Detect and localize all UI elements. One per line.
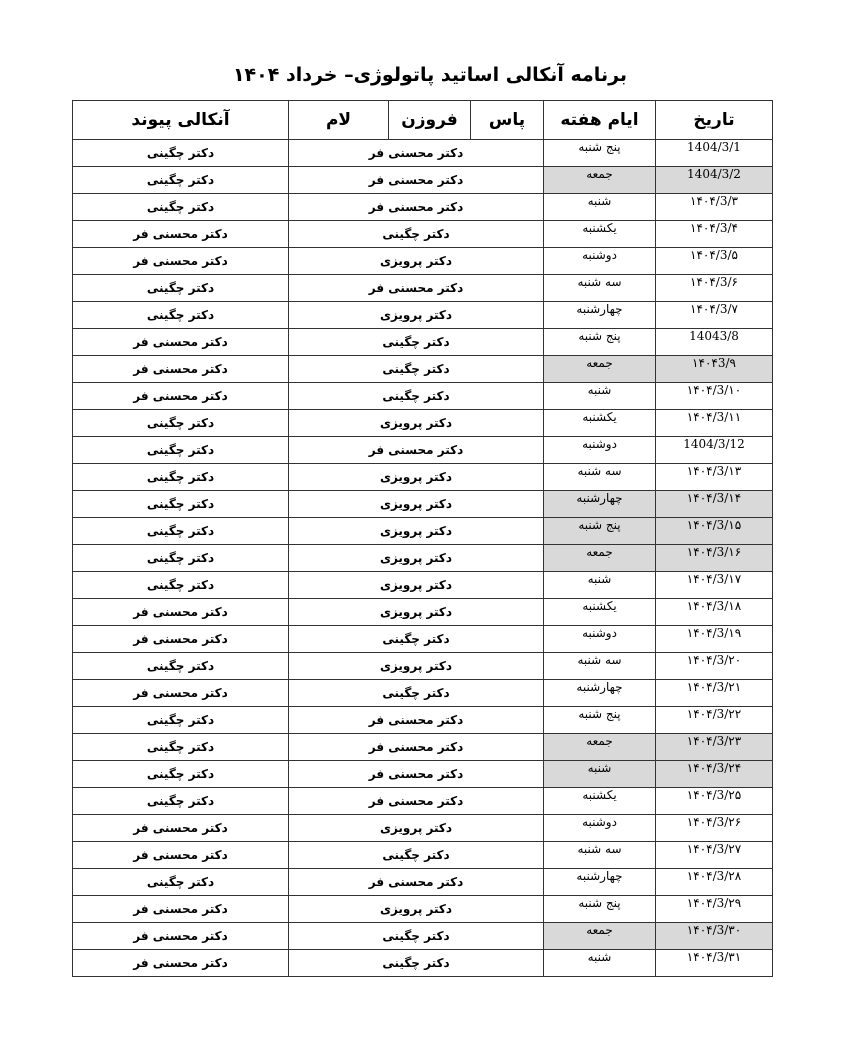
- on-call-professor-cell: دکتر محسنی فر: [289, 734, 544, 761]
- weekday-cell: دوشنبه: [544, 626, 656, 653]
- weekday-cell: پنج شنبه: [544, 518, 656, 545]
- transplant-on-call-cell: دکتر محسنی فر: [73, 221, 289, 248]
- header-lam: لام: [289, 101, 389, 140]
- transplant-on-call-cell: دکتر محسنی فر: [73, 248, 289, 275]
- weekday-cell: چهارشنبه: [544, 302, 656, 329]
- on-call-professor-cell: دکتر پرویزی: [289, 896, 544, 923]
- on-call-professor-cell: دکتر چگینی: [289, 842, 544, 869]
- weekday-cell: جمعه: [544, 545, 656, 572]
- table-row: [73, 788, 773, 815]
- date-cell: ۱۴۰۴/3/۵: [656, 248, 773, 275]
- transplant-on-call-cell: دکتر محسنی فر: [73, 626, 289, 653]
- table-row: [73, 383, 773, 410]
- header-day: ایام هفته: [544, 101, 656, 140]
- on-call-professor-cell: دکتر چگینی: [289, 950, 544, 977]
- weekday-cell: یکشنبه: [544, 788, 656, 815]
- table-row: [73, 248, 773, 275]
- table-row: [73, 869, 773, 896]
- weekday-cell: پنج شنبه: [544, 329, 656, 356]
- weekday-cell: سه شنبه: [544, 653, 656, 680]
- on-call-professor-cell: دکتر پرویزی: [289, 545, 544, 572]
- table-row: [73, 302, 773, 329]
- on-call-professor-cell: دکتر محسنی فر: [289, 140, 544, 167]
- date-cell: ۱۴۰۴/3/۳۰: [656, 923, 773, 950]
- date-cell: 1404/3/1: [656, 140, 773, 167]
- weekday-cell: شنبه: [544, 194, 656, 221]
- table-row: [73, 815, 773, 842]
- on-call-professor-cell: دکتر چگینی: [289, 329, 544, 356]
- on-call-professor-cell: دکتر چگینی: [289, 626, 544, 653]
- header-foruzan: فروزن: [389, 101, 471, 140]
- weekday-cell: چهارشنبه: [544, 491, 656, 518]
- table-row: [73, 923, 773, 950]
- transplant-on-call-cell: دکتر چگینی: [73, 518, 289, 545]
- table-row: [73, 464, 773, 491]
- table-row: [73, 275, 773, 302]
- transplant-on-call-cell: دکتر چگینی: [73, 464, 289, 491]
- date-cell: 1404/3/12: [656, 437, 773, 464]
- date-cell: ۱۴۰۴/3/۲۹: [656, 896, 773, 923]
- date-cell: ۱۴۰۴/3/۱۴: [656, 491, 773, 518]
- transplant-on-call-cell: دکتر چگینی: [73, 167, 289, 194]
- transplant-on-call-cell: دکتر محسنی فر: [73, 356, 289, 383]
- table-row: [73, 950, 773, 977]
- header-row: [73, 101, 773, 140]
- transplant-on-call-cell: دکتر چگینی: [73, 437, 289, 464]
- on-call-professor-cell: دکتر پرویزی: [289, 491, 544, 518]
- on-call-professor-cell: دکتر چگینی: [289, 221, 544, 248]
- table-row: [73, 734, 773, 761]
- weekday-cell: دوشنبه: [544, 437, 656, 464]
- transplant-on-call-cell: دکتر چگینی: [73, 707, 289, 734]
- transplant-on-call-cell: دکتر چگینی: [73, 761, 289, 788]
- on-call-professor-cell: دکتر محسنی فر: [289, 275, 544, 302]
- weekday-cell: شنبه: [544, 950, 656, 977]
- date-cell: ۱۴۰۴/3/۲۴: [656, 761, 773, 788]
- on-call-professor-cell: دکتر چگینی: [289, 383, 544, 410]
- transplant-on-call-cell: دکتر محسنی فر: [73, 329, 289, 356]
- transplant-on-call-cell: دکتر چگینی: [73, 410, 289, 437]
- table-row: [73, 329, 773, 356]
- date-cell: ۱۴۰۴/3/۱۱: [656, 410, 773, 437]
- transplant-on-call-cell: دکتر چگینی: [73, 491, 289, 518]
- transplant-on-call-cell: دکتر محسنی فر: [73, 950, 289, 977]
- weekday-cell: چهارشنبه: [544, 680, 656, 707]
- weekday-cell: شنبه: [544, 383, 656, 410]
- date-cell: ۱۴۰۴/3/۶: [656, 275, 773, 302]
- schedule-table: [72, 100, 773, 977]
- table-row: [73, 545, 773, 572]
- transplant-on-call-cell: دکتر محسنی فر: [73, 599, 289, 626]
- on-call-professor-cell: دکتر محسنی فر: [289, 869, 544, 896]
- transplant-on-call-cell: دکتر چگینی: [73, 275, 289, 302]
- on-call-professor-cell: دکتر پرویزی: [289, 815, 544, 842]
- on-call-professor-cell: دکتر پرویزی: [289, 464, 544, 491]
- transplant-on-call-cell: دکتر چگینی: [73, 869, 289, 896]
- table-row: [73, 626, 773, 653]
- transplant-on-call-cell: دکتر چگینی: [73, 572, 289, 599]
- transplant-on-call-cell: دکتر چگینی: [73, 194, 289, 221]
- on-call-professor-cell: دکتر محسنی فر: [289, 167, 544, 194]
- transplant-on-call-cell: دکتر محسنی فر: [73, 680, 289, 707]
- on-call-professor-cell: دکتر محسنی فر: [289, 788, 544, 815]
- table-row: [73, 572, 773, 599]
- on-call-professor-cell: دکتر پرویزی: [289, 518, 544, 545]
- date-cell: ۱۴۰۴/3/۱۶: [656, 545, 773, 572]
- date-cell: ۱۴۰۴/3/۷: [656, 302, 773, 329]
- date-cell: ۱۴۰۴/3/۳۱: [656, 950, 773, 977]
- date-cell: ۱۴۰۴/3/۲۲: [656, 707, 773, 734]
- weekday-cell: چهارشنبه: [544, 869, 656, 896]
- transplant-on-call-cell: دکتر محسنی فر: [73, 842, 289, 869]
- table-row: [73, 140, 773, 167]
- transplant-on-call-cell: دکتر چگینی: [73, 653, 289, 680]
- transplant-on-call-cell: دکتر محسنی فر: [73, 896, 289, 923]
- table-row: [73, 356, 773, 383]
- date-cell: ۱۴۰۴/3/۱۵: [656, 518, 773, 545]
- on-call-professor-cell: دکتر پرویزی: [289, 410, 544, 437]
- header-date: تاریخ: [656, 101, 773, 140]
- date-cell: ۱۴۰۴/3/۲۱: [656, 680, 773, 707]
- weekday-cell: شنبه: [544, 572, 656, 599]
- transplant-on-call-cell: دکتر محسنی فر: [73, 383, 289, 410]
- weekday-cell: سه شنبه: [544, 464, 656, 491]
- table-row: [73, 707, 773, 734]
- table-row: [73, 194, 773, 221]
- date-cell: ۱۴۰۴3/۹: [656, 356, 773, 383]
- weekday-cell: یکشنبه: [544, 221, 656, 248]
- table-row: [73, 437, 773, 464]
- transplant-on-call-cell: دکتر محسنی فر: [73, 815, 289, 842]
- weekday-cell: دوشنبه: [544, 248, 656, 275]
- on-call-professor-cell: دکتر محسنی فر: [289, 707, 544, 734]
- on-call-professor-cell: دکتر محسنی فر: [289, 761, 544, 788]
- on-call-professor-cell: دکتر چگینی: [289, 356, 544, 383]
- weekday-cell: پنج شنبه: [544, 707, 656, 734]
- weekday-cell: سه شنبه: [544, 275, 656, 302]
- on-call-professor-cell: دکتر پرویزی: [289, 653, 544, 680]
- on-call-professor-cell: دکتر محسنی فر: [289, 437, 544, 464]
- on-call-professor-cell: دکتر محسنی فر: [289, 194, 544, 221]
- date-cell: ۱۴۰۴/3/۳: [656, 194, 773, 221]
- weekday-cell: پنج شنبه: [544, 140, 656, 167]
- table-row: [73, 842, 773, 869]
- table-row: [73, 896, 773, 923]
- weekday-cell: جمعه: [544, 167, 656, 194]
- date-cell: ۱۴۰۴/3/۲۳: [656, 734, 773, 761]
- transplant-on-call-cell: دکتر چگینی: [73, 788, 289, 815]
- table-row: [73, 599, 773, 626]
- date-cell: ۱۴۰۴/3/۴: [656, 221, 773, 248]
- on-call-professor-cell: دکتر چگینی: [289, 680, 544, 707]
- weekday-cell: یکشنبه: [544, 599, 656, 626]
- date-cell: ۱۴۰۴/3/۱۸: [656, 599, 773, 626]
- weekday-cell: پنج شنبه: [544, 896, 656, 923]
- transplant-on-call-cell: دکتر چگینی: [73, 140, 289, 167]
- date-cell: ۱۴۰۴/3/۱۰: [656, 383, 773, 410]
- date-cell: ۱۴۰۴/3/۲۵: [656, 788, 773, 815]
- date-cell: ۱۴۰۴/3/۲۸: [656, 869, 773, 896]
- on-call-professor-cell: دکتر پرویزی: [289, 599, 544, 626]
- date-cell: ۱۴۰۴/3/۱۹: [656, 626, 773, 653]
- weekday-cell: سه شنبه: [544, 842, 656, 869]
- table-row: [73, 221, 773, 248]
- transplant-on-call-cell: دکتر چگینی: [73, 545, 289, 572]
- on-call-professor-cell: دکتر چگینی: [289, 923, 544, 950]
- date-cell: ۱۴۰۴/3/۱۳: [656, 464, 773, 491]
- on-call-professor-cell: دکتر پرویزی: [289, 302, 544, 329]
- on-call-professor-cell: دکتر پرویزی: [289, 572, 544, 599]
- date-cell: 1404/3/2: [656, 167, 773, 194]
- date-cell: ۱۴۰۴/3/۱۷: [656, 572, 773, 599]
- table-row: [73, 410, 773, 437]
- table-row: [73, 653, 773, 680]
- date-cell: ۱۴۰۴/3/۲۰: [656, 653, 773, 680]
- header-pas: پاس: [471, 101, 544, 140]
- weekday-cell: جمعه: [544, 356, 656, 383]
- transplant-on-call-cell: دکتر چگینی: [73, 734, 289, 761]
- header-transplant: آنکالی پیوند: [73, 101, 289, 140]
- date-cell: ۱۴۰۴/3/۲۷: [656, 842, 773, 869]
- weekday-cell: دوشنبه: [544, 815, 656, 842]
- table-row: [73, 761, 773, 788]
- transplant-on-call-cell: دکتر چگینی: [73, 302, 289, 329]
- date-cell: ۱۴۰۴/3/۲۶: [656, 815, 773, 842]
- weekday-cell: یکشنبه: [544, 410, 656, 437]
- table-row: [73, 518, 773, 545]
- transplant-on-call-cell: دکتر محسنی فر: [73, 923, 289, 950]
- date-cell: 14043/8: [656, 329, 773, 356]
- weekday-cell: جمعه: [544, 923, 656, 950]
- table-row: [73, 491, 773, 518]
- page-title: برنامه آنکالی اساتید پاتولوژی– خرداد ۱۴۰۴: [232, 64, 628, 86]
- weekday-cell: جمعه: [544, 734, 656, 761]
- table-row: [73, 167, 773, 194]
- on-call-professor-cell: دکتر پرویزی: [289, 248, 544, 275]
- table-row: [73, 680, 773, 707]
- weekday-cell: شنبه: [544, 761, 656, 788]
